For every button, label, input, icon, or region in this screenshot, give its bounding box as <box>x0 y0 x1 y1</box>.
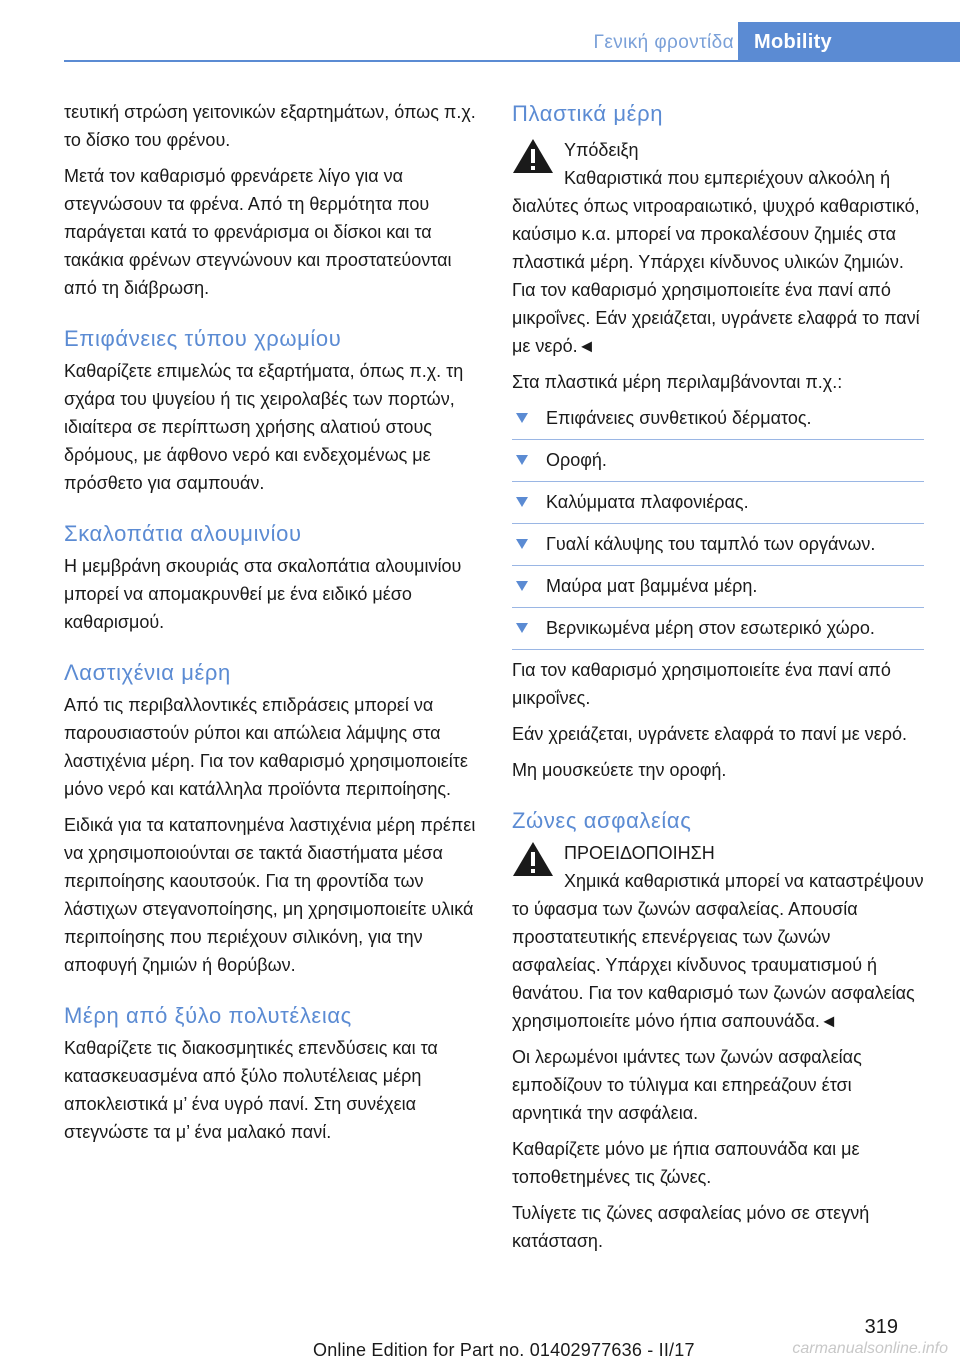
paragraph-rubber-2: Ειδικά για τα καταπονημένα λαστιχένια μέρη πρέπει να χρησιμοποιούνται σε τακτά διαστήματα μέσα περιποίησης καουτσούκ. Για τη φροντίδα των λάστιχων στεγανοποίησης, μη χρησιμοποιείτε υλικά περιποίησης που περιέχουν σιλικόνη, για την αποφυγή ζημιών ή θορύβων. <box>64 815 476 975</box>
heading-plastic-parts: Πλαστικά μέρη <box>512 101 664 126</box>
list-item: Γυαλί κάλυψης του ταμπλό των οργάνων. <box>512 530 924 566</box>
list-item: Οροφή. <box>512 446 924 482</box>
warning-triangle-icon <box>512 138 554 174</box>
paragraph-clean-belts: Καθαρίζετε μόνο με ήπια σαπουνάδα και με τοποθετημένες τις ζώνες. <box>512 1139 860 1187</box>
bullet-rule <box>512 523 924 524</box>
list-item: Μαύρα ματ βαμμένα μέρη. <box>512 572 924 608</box>
header-rule <box>64 60 960 62</box>
heading-chrome-surfaces: Επιφάνειες τύπου χρωμίου <box>64 326 342 351</box>
heading-rubber-parts: Λαστιχένια μέρη <box>64 660 231 685</box>
watermark: carmanualsonline.info <box>792 1340 948 1357</box>
paragraph-rubber-1: Από τις περιβαλλοντικές επιδράσεις μπορεί να παρουσιαστούν ρύποι και απώλεια λάμψης στα λαστιχένια μέρη. Για τον καθαρισμό χρησιμοποιείτε μόνο νερό και κατάλληλα προϊόντα περιποίησης. <box>64 695 468 799</box>
paragraph-plastic-includes: Στα πλαστικά μέρη περιλαμβάνονται π.χ.: <box>512 372 843 392</box>
edition-footer: Online Edition for Part no. 01402977636 - II/17 <box>313 1340 695 1360</box>
bullet-rule <box>512 565 924 566</box>
paragraph-roof: Μη μουσκεύετε την οροφή. <box>512 760 727 780</box>
warning-text: Χημικά καθαριστικά μπορεί να καταστρέψουν το ύφασμα των ζωνών ασφαλείας. Απουσία προστατευτικής επενέργειας των ζωνών ασφαλείας. Υπάρχει κίνδυνος τραυματισμού ή θανάτου. Για τον καθαρισμό των ζωνών ασφαλείας χρησιμοποιείτε μόνο ήπια σαπουνάδα.◄ <box>512 871 924 1031</box>
bullet-triangle-icon <box>516 581 528 591</box>
warning-triangle-icon <box>512 841 554 877</box>
paragraph-brakes: Μετά τον καθαρισμό φρενάρετε λίγο για να στεγνώσουν τα φρένα. Από τη θερμότητα που παράγεται κατά το φρενάρισμα οι δίσκοι και τα τακάκια φρένων στεγνώνουν και προστατεύονται από τη διάβρωση. <box>64 166 452 298</box>
bullet-triangle-icon <box>516 413 528 423</box>
note-label: Υπόδειξη <box>564 140 639 160</box>
section-tab-general-care[interactable]: Γενική φροντίδα <box>593 32 734 53</box>
paragraph-wood: Καθαρίζετε τις διακοσμητικές επενδύσεις και τα κατασκευασμένα από ξύλο πολυτέλειας μέρη αποκλειστικά μ’ ένα υγρό πανί. Στη συνέχεια στεγνώστε τα μ’ ένα μαλακό πανί. <box>64 1038 438 1142</box>
paragraph-sills: Η μεμβράνη σκουριάς στα σκαλοπάτια αλουμινίου μπορεί να απομακρυνθεί με ένα ειδικό μέσο καθαρισμού. <box>64 556 462 632</box>
heading-fine-wood: Μέρη από ξύλο πολυτέλειας <box>64 1003 352 1028</box>
bullet-triangle-icon <box>516 623 528 633</box>
paragraph-roll-belts: Τυλίγετε τις ζώνες ασφαλείας μόνο σε στεγνή κατάσταση. <box>512 1203 870 1251</box>
right-column <box>512 96 924 1263</box>
note-box <box>512 136 924 360</box>
heading-seat-belts: Ζώνες ασφαλείας <box>512 808 692 833</box>
page-number: 319 <box>864 1316 898 1338</box>
warning-label: ΠΡΟΕΙΔΟΠΟΙΗΣΗ <box>564 843 715 863</box>
bullet-rule <box>512 649 924 650</box>
bullet-rule <box>512 607 924 608</box>
list-item: Βερνικωμένα μέρη στον εσωτερικό χώρο. <box>512 614 924 650</box>
bullet-triangle-icon <box>516 539 528 549</box>
plastic-parts-list <box>512 404 924 650</box>
bullet-rule <box>512 481 924 482</box>
warning-box <box>512 839 924 1035</box>
chapter-tab-mobility[interactable]: Mobility <box>738 22 960 62</box>
list-item: Επιφάνειες συνθετικού δέρματος. <box>512 404 924 440</box>
note-text: Καθαριστικά που εμπεριέχουν αλκοόλη ή διαλύτες όπως νιτροαραιωτικό, ψυχρό καθαριστικό, καύσιμο κ.α. μπορεί να προκαλέσουν ζημιές στα πλαστικά μέρη. Υπάρχει κίνδυνος υλικών ζημιών. Για τον καθαρισμό χρησιμοποιείτε ένα πανί από μικροΐνες. Εάν χρειάζεται, υγράνετε ελαφρά το πανί με νερό.◄ <box>512 168 920 356</box>
page-header <box>64 22 960 62</box>
paragraph-chrome: Καθαρίζετε επιμελώς τα εξαρτήματα, όπως π.χ. τη σχάρα του ψυγείου ή τις χειρολαβές των πορτών, ιδιαίτερα σε περίπτωση χρήσης αλατιού στους δρόμους, με άφθονο νερό και ενδεχομένως με πρόσθετο για σαμπουάν. <box>64 361 464 493</box>
heading-aluminium-sills: Σκαλοπάτια αλουμινίου <box>64 521 302 546</box>
bullet-triangle-icon <box>516 497 528 507</box>
paragraph-moisten: Εάν χρειάζεται, υγράνετε ελαφρά το πανί με νερό. <box>512 724 907 744</box>
bullet-rule <box>512 439 924 440</box>
paragraph-microfibre: Για τον καθαρισμό χρησιμοποιείτε ένα πανί από μικροΐνες. <box>512 660 891 708</box>
paragraph-intro: τευτική στρώση γειτονικών εξαρτημάτων, όπως π.χ. το δίσκο του φρένου. <box>64 102 476 150</box>
bullet-triangle-icon <box>516 455 528 465</box>
list-item: Καλύμματα πλαφονιέρας. <box>512 488 924 524</box>
left-column <box>64 96 482 1154</box>
paragraph-dirty-belts: Οι λερωμένοι ιμάντες των ζωνών ασφαλείας εμποδίζουν το τύλιγμα και επηρεάζουν έτσι αρνητικά την ασφάλεια. <box>512 1047 862 1123</box>
